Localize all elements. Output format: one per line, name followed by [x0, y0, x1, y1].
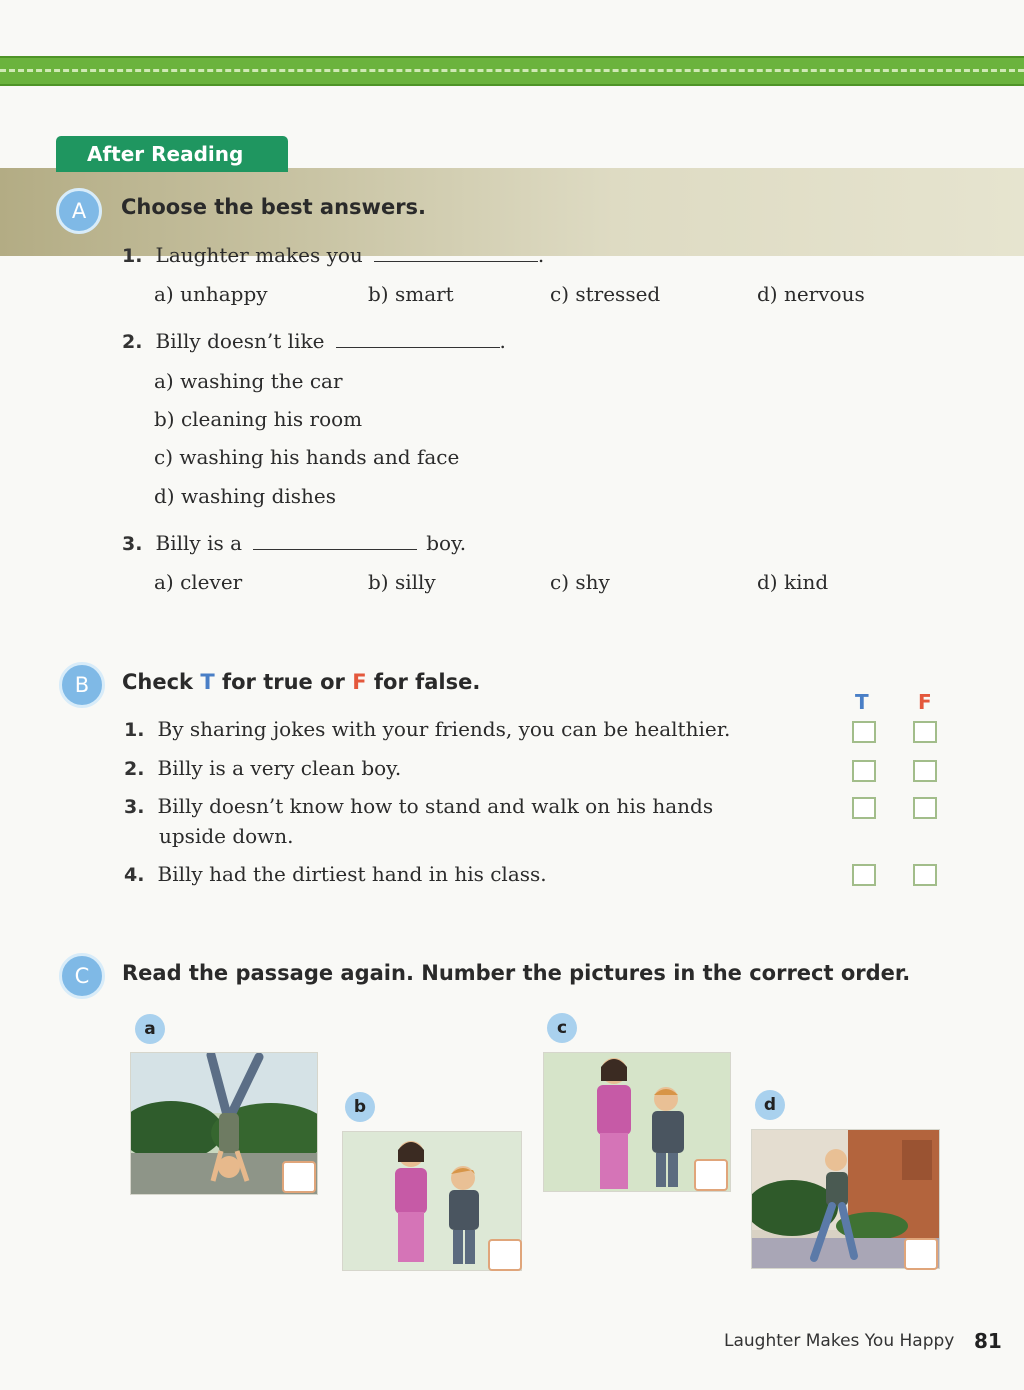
- section-a-heading: Choose the best answers.: [121, 195, 427, 219]
- question-1: [122, 243, 544, 267]
- top-decorative-stripe: [0, 56, 1024, 86]
- option-2d[interactable]: d) washing dishes: [154, 484, 337, 508]
- statement-3: 3. Billy doesn’t know how to stand and walk on his hands: [124, 794, 714, 818]
- statement-3-false-checkbox[interactable]: [913, 797, 937, 819]
- option-1c[interactable]: c) stressed: [550, 282, 661, 306]
- question-text: Laughter makes you: [155, 243, 363, 267]
- picture-c-label: c: [547, 1013, 577, 1043]
- answer-blank[interactable]: [374, 247, 538, 262]
- option-3c[interactable]: c) shy: [550, 570, 610, 594]
- statement-1: 1. By sharing jokes with your friends, you can be healthier.: [124, 717, 731, 741]
- answer-blank[interactable]: [253, 535, 417, 550]
- question-number: 1.: [122, 245, 143, 267]
- after-reading-tab: After Reading: [56, 136, 288, 172]
- page-number: 81: [974, 1329, 1002, 1353]
- picture-d-label: d: [755, 1090, 785, 1120]
- option-3b[interactable]: b) silly: [368, 570, 436, 594]
- picture-b-answer-box[interactable]: [488, 1239, 522, 1271]
- answer-blank[interactable]: [336, 333, 500, 348]
- question-end: .: [499, 329, 506, 353]
- question-number: 2.: [122, 331, 143, 353]
- section-a-badge: A: [56, 188, 102, 234]
- picture-b-label: b: [345, 1092, 375, 1122]
- question-end: boy.: [426, 531, 467, 555]
- option-3d[interactable]: d) kind: [757, 570, 829, 594]
- question-3: [122, 531, 466, 555]
- statement-4-false-checkbox[interactable]: [913, 864, 937, 886]
- picture-a-label: a: [135, 1014, 165, 1044]
- question-text: Billy doesn’t like: [155, 329, 325, 353]
- option-3a[interactable]: a) clever: [154, 570, 243, 594]
- option-2b[interactable]: b) cleaning his room: [154, 407, 363, 431]
- footer-title: Laughter Makes You Happy: [724, 1331, 955, 1351]
- picture-c-answer-box[interactable]: [694, 1159, 728, 1191]
- option-1a[interactable]: a) unhappy: [154, 282, 268, 306]
- question-2: [122, 329, 506, 353]
- picture-d-answer-box[interactable]: [904, 1238, 938, 1270]
- statement-2-false-checkbox[interactable]: [913, 760, 937, 782]
- question-text: Billy is a: [155, 531, 243, 555]
- section-c-heading: Read the passage again. Number the pictures in the correct order.: [122, 961, 911, 985]
- option-2c[interactable]: c) washing his hands and face: [154, 445, 460, 469]
- true-column-header: T: [855, 690, 869, 714]
- picture-a-answer-box[interactable]: [282, 1161, 316, 1193]
- section-b-heading: Check T for true or F for false.: [122, 670, 481, 694]
- question-number: 3.: [122, 533, 143, 555]
- statement-3-true-checkbox[interactable]: [852, 797, 876, 819]
- section-c-badge: C: [59, 953, 105, 999]
- statement-2: 2. Billy is a very clean boy.: [124, 756, 402, 780]
- question-end: .: [537, 243, 545, 267]
- statement-4-true-checkbox[interactable]: [852, 864, 876, 886]
- section-b-badge: B: [59, 662, 105, 708]
- option-1d[interactable]: d) nervous: [757, 282, 865, 306]
- option-1b[interactable]: b) smart: [368, 282, 454, 306]
- statement-3-continued: upside down.: [159, 824, 294, 848]
- statement-1-false-checkbox[interactable]: [913, 721, 937, 743]
- statement-2-true-checkbox[interactable]: [852, 760, 876, 782]
- statement-1-true-checkbox[interactable]: [852, 721, 876, 743]
- statement-4: 4. Billy had the dirtiest hand in his class.: [124, 862, 547, 886]
- false-column-header: F: [918, 690, 932, 714]
- option-2a[interactable]: a) washing the car: [154, 369, 343, 393]
